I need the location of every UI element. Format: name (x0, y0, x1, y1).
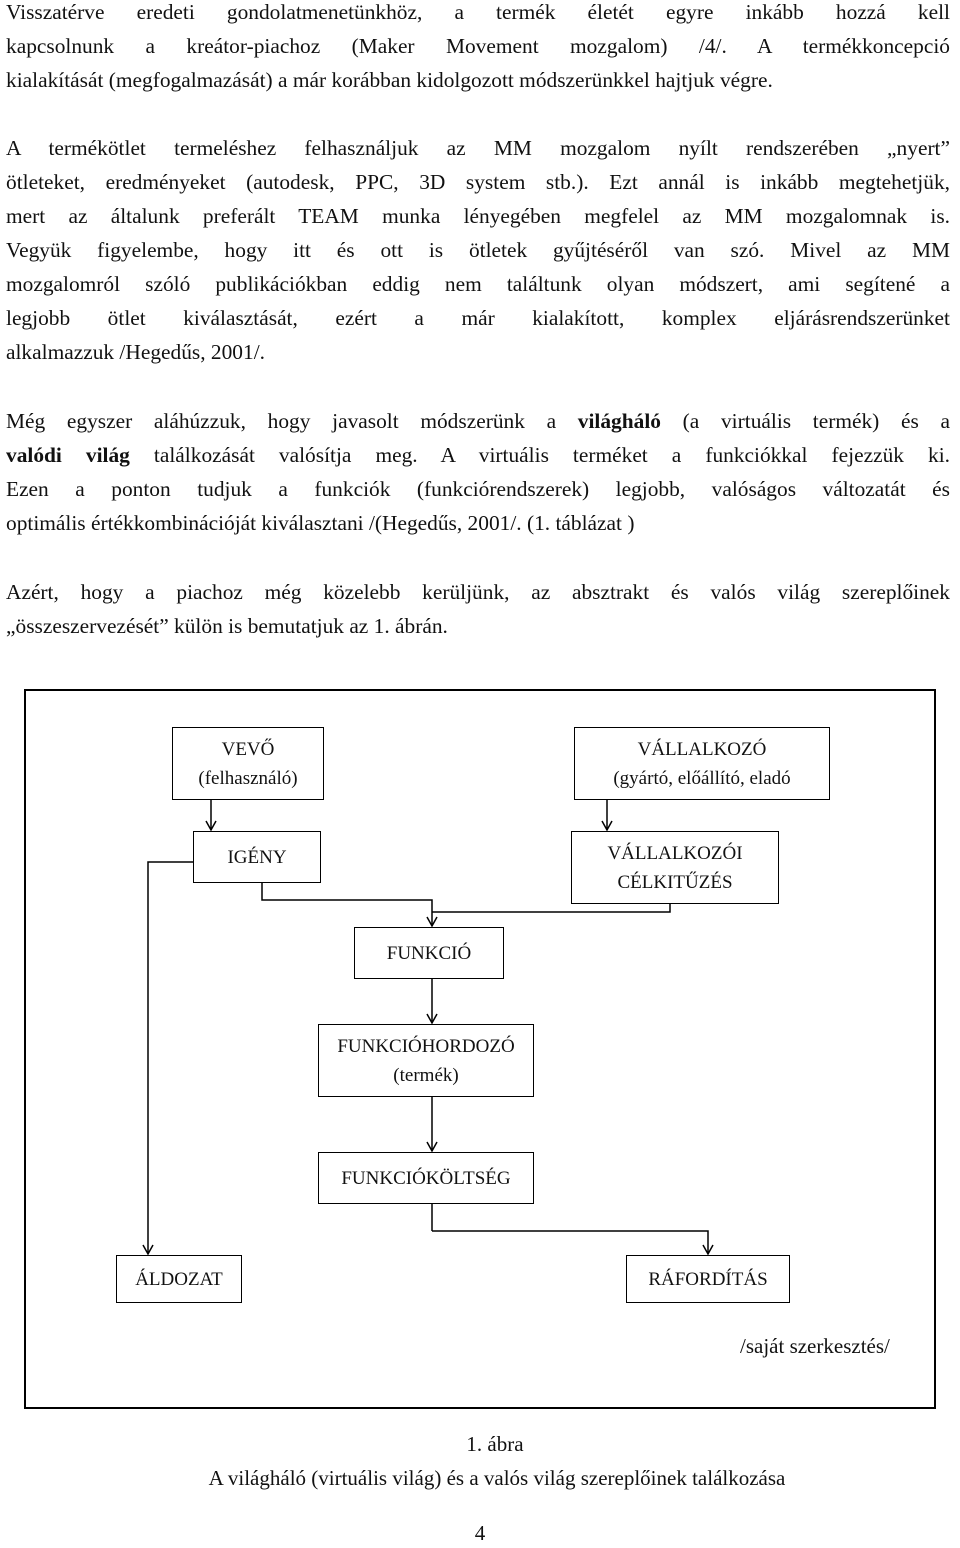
page-number: 4 (474, 1521, 486, 1545)
paragraph-1 (6, 0, 950, 97)
text-line: Ezen a ponton tudjuk a funkciók (funkciórendszerek) legjobb, valóságos változatát és (6, 477, 950, 501)
box-sublabel: (gyártó, előállító, eladó (613, 767, 791, 789)
text-line: valódi világ találkozását valósítja meg. A virtuális terméket a funkciókkal fejezzük ki. (6, 443, 950, 467)
paragraph-2 (6, 131, 950, 369)
text-line: legjobb ötlet kiválasztását, ezért a már kialakított, komplex eljárásrendszerünket (6, 306, 950, 330)
box-label: IGÉNY (227, 846, 287, 868)
figure-number: 1. ábra (466, 1432, 524, 1456)
source-note: /saját szerkesztés/ (740, 1334, 890, 1358)
box-funkcio (354, 927, 504, 979)
text-line: mert az általunk preferált TEAM munka lényegében megfelel az MM mozgalomnak is. (6, 204, 950, 228)
box-aldozat (116, 1255, 242, 1303)
text-line: Még egyszer aláhúzzuk, hogy javasolt módszerünk a világháló (a virtuális termék) és a (6, 409, 950, 433)
box-sublabel: (termék) (393, 1064, 459, 1086)
box-label: ÁLDOZAT (135, 1268, 223, 1290)
box-label: RÁFORDÍTÁS (648, 1268, 768, 1290)
text-line: alkalmazzuk /Hegedűs, 2001/. (6, 340, 265, 364)
box-vallalkozo (574, 727, 830, 800)
box-label: VÁLLALKOZÓ (637, 738, 767, 760)
figure-caption: A világháló (virtuális világ) és a valós világ szereplőinek találkozása (208, 1466, 786, 1490)
box-label: FUNKCIÓHORDOZÓ (337, 1035, 515, 1057)
box-funkciokoltseg (318, 1152, 534, 1204)
box-raforditas (626, 1255, 790, 1303)
box-label: FUNKCIÓ (386, 942, 472, 964)
paragraph-4 (6, 575, 950, 643)
text-line: kapcsolnunk a kreátor-piachoz (Maker Movement mozgalom) /4/. A termékkoncepció (6, 34, 950, 58)
text-line: Azért, hogy a piachoz még közelebb kerüljünk, az absztrakt és valós világ szereplőinek (6, 580, 950, 604)
box-celkituzes (571, 831, 779, 904)
text-line: „összeszervezését” külön is bemutatjuk az 1. ábrán. (6, 614, 448, 638)
box-label: FUNKCIÓKÖLTSÉG (341, 1167, 511, 1189)
text-line: mozgalomról szóló publikációkban eddig nem találtunk olyan módszert, ami segítené a (6, 272, 950, 296)
box-igeny (193, 831, 321, 883)
bold-term: világháló (577, 409, 661, 433)
box-funkciohordozo (318, 1024, 534, 1097)
box-label: VÁLLALKOZÓI (607, 842, 743, 864)
paragraph-3 (6, 404, 950, 540)
box-sublabel: CÉLKITŰZÉS (617, 871, 733, 893)
box-label: VEVŐ (221, 738, 275, 760)
box-sublabel: (felhasználó) (198, 767, 298, 789)
text-line: Visszatérve eredeti gondolatmenetünkhöz, a termék életét egyre inkább hozzá kell (6, 0, 950, 24)
text-line: ötleteket, eredményeket (autodesk, PPC, 3D system stb.). Ezt annál is inkább megtehetjük, (6, 170, 950, 194)
bold-term: valódi világ (6, 443, 130, 467)
text-line: Vegyük figyelembe, hogy itt és ott is ötletek gyűjtéséről van szó. Mivel az MM (6, 238, 950, 262)
text-line: optimális értékkombinációját kiválasztani /(Hegedűs, 2001/. (1. táblázat ) (6, 511, 635, 535)
text-line: A termékötlet termeléshez felhasználjuk az MM mozgalom nyílt rendszerében „nyert” (6, 136, 950, 160)
text-line: kialakítását (megfogalmazását) a már korábban kidolgozott módszerünkkel hajtjuk végre. (6, 68, 773, 92)
box-vevo (172, 727, 324, 800)
